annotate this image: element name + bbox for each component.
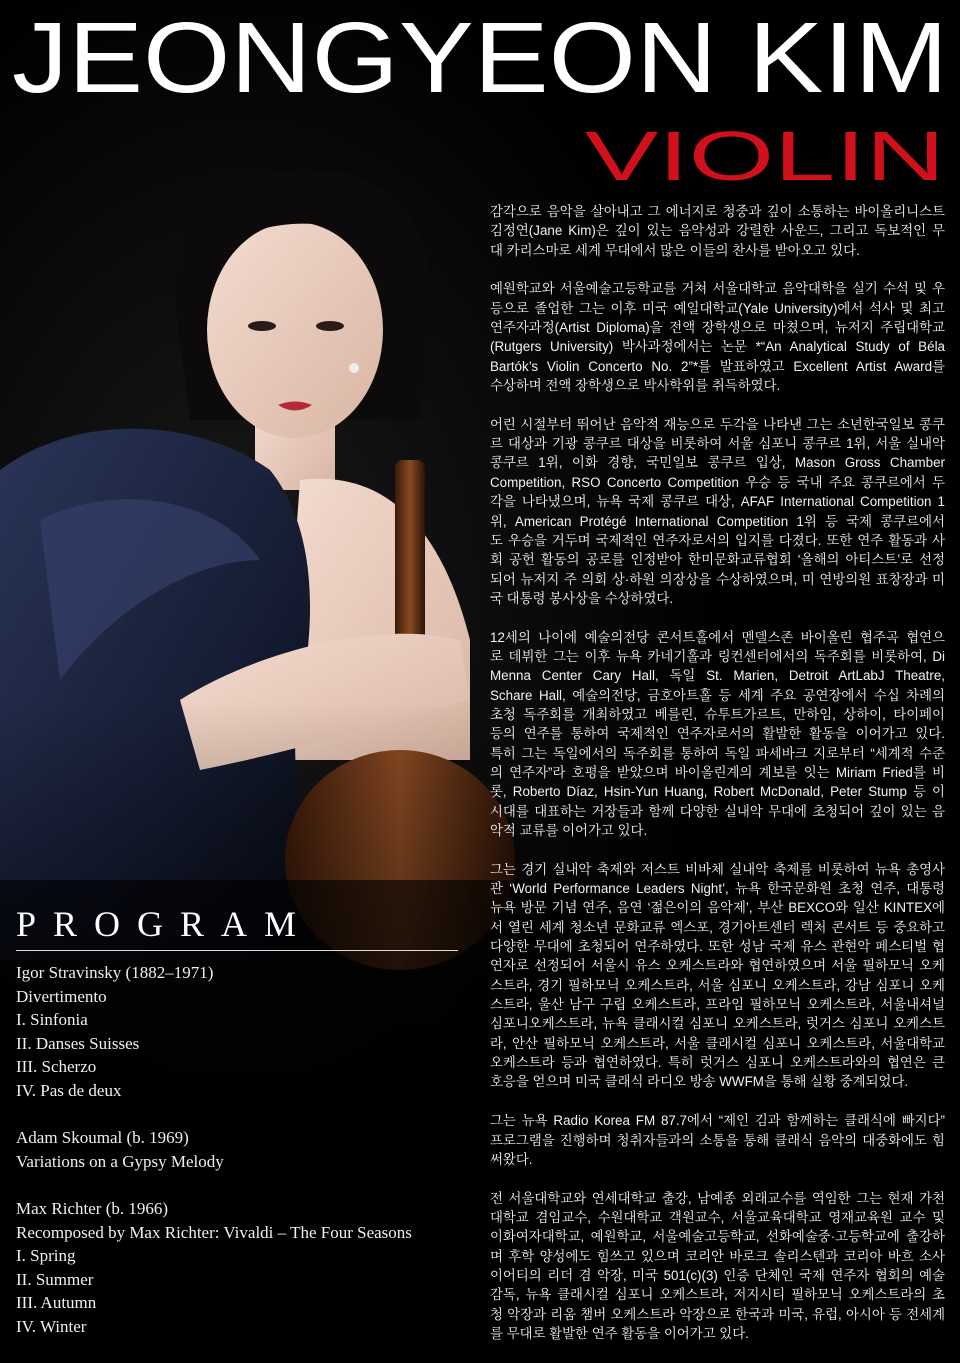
composer: Adam Skoumal (b. 1969) — [16, 1128, 189, 1148]
bio-line: 도 우승을 거두며 국제적인 연주자로서의 입지를 다졌다. 또한 연주 활동과 사 — [490, 532, 945, 548]
composer: Igor Stravinsky (1882–1971) — [16, 963, 214, 982]
bio-line: 회 공헌 활동의 공로를 인정받아 한미문화교류협회 ‘올해의 아티스트’로 선정 — [490, 552, 945, 568]
bio-line: Menna Center Cary Hall, 독일 St. Marien, Detroit ArtLabJ Theatre, — [490, 668, 945, 684]
bio-paragraph — [490, 202, 945, 260]
bio-line: 로 데뷔한 그는 이후 뉴욕 카네기홀과 링컨센터에서의 독주회를 비롯하여, Di — [490, 648, 945, 664]
composer: Max Richter (b. 1966) — [16, 1198, 169, 1218]
bio-line: (Rutgers University) 박사과정에서는 논문 *“An Analytical Study of Béla — [490, 339, 945, 355]
bio-line: 되어 뉴저지 주 의회 상·하원 의장상을 수상하였으며, 미 연방의원 표창장과 미 — [490, 571, 945, 587]
bio-line: 연주자과정(Artist Diploma)을 전액 장학생으로 마쳤으며, 뉴저지 주립대학교 — [490, 320, 945, 336]
movement: II. Danses Suisses — [16, 1033, 140, 1053]
bio-line: Competition, RSO Concerto Competition 우승 등 국내 주요 콩쿠르에서 두 — [490, 474, 945, 490]
bio-line: 다양한 무대에 초청되어 연주하였다. 또한 성남 국제 유스 관현악 페스티벌 협 — [490, 939, 945, 955]
bio-paragraph — [490, 279, 945, 395]
bio-line: 르 대상과 기광 콩쿠르 대상을 비롯하여 서울 심포니 콩쿠르 1위, 서울 실내악 — [490, 436, 945, 452]
bio-line: Schare Hall, 예술의전당, 금호아트홀 등 세계 주요 공연장에서 수십 차례의 — [490, 687, 945, 703]
bio-line: 를 무대로 활발한 연주 활동을 이어가고 있다. — [490, 1325, 749, 1341]
bio-line: 대학교 겸임교수, 수원대학교 객원교수, 서울교육대학교 영재교육원 교수 및 — [490, 1209, 945, 1225]
bio-line: 써왔다. — [490, 1151, 533, 1167]
work-title: Recomposed by Max Richter: Vivaldi – The Four Seasons — [16, 1222, 412, 1242]
movement: II. Summer — [16, 1269, 94, 1289]
bio-line: 악적 교류를 이어가고 있다. — [490, 823, 648, 838]
bio-line: 초청 독주회를 개최하였고 베를린, 슈투트가르트, 만하임, 상하이, 타이페이 — [490, 706, 945, 722]
bio-line: 특히 그는 독일에서의 독주회를 통하여 독일 파세바크 지로부터 “세계적 수준 — [490, 745, 945, 761]
bio-line: 대 카리스마로 세계 무대에서 많은 이들의 찬사를 받아오고 있다. — [490, 242, 860, 258]
bio-line: 각을 나타냈으며, 뉴욕 국제 콩쿠르 대상, AFAF International Competition 1 — [490, 494, 945, 510]
work-title: Divertimento — [16, 986, 107, 1006]
bio-line: 콩쿠르 1위, 이화 경향, 국민일보 콩쿠르 입상, Mason Gross Chamber — [490, 455, 945, 471]
bio-line: 12세의 나이에 예술의전당 콘서트홀에서 멘델스존 바이올린 협주곡 협연으 — [490, 629, 945, 645]
bio-line: 등으로 졸업한 그는 이후 미국 예일대학교(Yale University)에서 석사 및 최고 — [490, 300, 945, 316]
bio-line: 이화여자대학교, 예원학교, 서울예술고등학교, 선화예술중·고등학교에 출강하 — [490, 1229, 945, 1245]
bio-paragraph — [490, 1189, 945, 1344]
bio-line: 이어티의 리더 겸 악장, 미국 501(c)(3) 인증 단체인 국제 연주자 협회의 예술 — [490, 1267, 945, 1283]
bio-paragraph — [490, 415, 945, 608]
bio-line: 프로그램을 진행하며 청취자들과의 소통을 통해 클래식 음악의 대중화에도 힘 — [490, 1132, 945, 1148]
bio-line: 위, American Protégé International Competition 1위 등 국제 콩쿠르에서 — [490, 513, 945, 529]
bio-line: 스트라, 울산 남구 구립 오케스트라, 프라임 필하모닉 오케스트라, 서울내셔널 — [490, 997, 945, 1013]
bio-line: 등의 연주를 통하여 국제적인 연주자로서의 활발한 활동을 이어가고 있다. — [490, 726, 945, 742]
bio-line: 관 ‘World Performance Leaders Night’, 뉴욕 한국문화원 초청 연주, 대통령 — [490, 881, 945, 897]
bio-paragraph — [490, 860, 945, 1092]
biography — [490, 202, 945, 1363]
poster-title — [0, 0, 960, 200]
bio-line: 며 후학 양성에도 힘쓰고 있으며 코리안 바로크 솔리스텐과 코리아 바흐 소사 — [490, 1248, 945, 1264]
bio-line: 오케스트라 등과 협연하였다. 특히 럿거스 심포니 오케스트라와의 협연은 큰 — [490, 1055, 945, 1071]
bio-line: 심포니오케스트라, 뉴욕 클래시컬 심포니 오케스트라, 럿거스 심포니 오케스트 — [490, 1016, 945, 1032]
bio-line: 수상하며 전액 장학생으로 박사학위를 취득하였다. — [490, 378, 781, 394]
work-title: Variations on a Gypsy Melody — [16, 1151, 224, 1171]
bio-paragraph — [490, 628, 945, 841]
bio-line: 연자로 선정되어 서울시 유스 오케스트라와 협연하였으며 서울 필하모닉 오케 — [490, 958, 945, 974]
bio-line: 감독, 뉴욕 클래시컬 심포니 오케스트라, 저지시티 필하모닉 오케스트라의 초 — [490, 1287, 945, 1303]
bio-line: 청 악장과 리움 챔버 오케스트라 악장으로 한국과 미국, 유럽, 아시아 등 전세계 — [490, 1306, 945, 1322]
bio-line: 시대를 대표하는 거장들과 함께 다양한 실내악 무대에 초청되어 깊이 있는 음 — [490, 803, 945, 819]
bio-line: 예원학교와 서울예술고등학교를 거쳐 서울대학교 음악대학을 실기 수석 및 우 — [490, 281, 945, 297]
performer-name: JEONGYEON KIM — [12, 2, 948, 114]
program-heading: PROGRAM — [16, 904, 314, 944]
program-section — [16, 902, 476, 1339]
bio-line: 그는 뉴욕 Radio Korea FM 87.7에서 “제인 김과 함께하는 클래식에 빠지다” — [490, 1113, 945, 1129]
bio-line: 국 대통령 봉사상을 수상하였다. — [490, 590, 674, 606]
bio-line: Bartók’s Violin Concerto No. 2”*를 발표하였고 Excellent Artist Award를 — [490, 358, 945, 374]
bio-line: 뉴욕 방문 기념 연주, 음연 ‘젊은이의 음악제’, 부산 BEXCO와 일산 KINTEX에 — [490, 900, 945, 916]
movement: III. Autumn — [16, 1293, 97, 1313]
bio-line: 의 연주자”라 호평을 받았으며 바이올린계의 계보를 잇는 Miriam Fried를 비 — [490, 764, 945, 780]
movement: IV. Winter — [16, 1316, 87, 1336]
bio-line: 라, 안산 필하모닉 오케스트라, 서울 클래시컬 심포니 오케스트라, 서울대학교 — [490, 1035, 945, 1051]
divider — [16, 950, 458, 951]
movement: III. Scherzo — [16, 1057, 97, 1077]
movement: I. Spring — [16, 1246, 76, 1266]
program-list — [16, 961, 476, 1339]
instrument-label: VIOLIN — [585, 117, 945, 195]
bio-line: 감각으로 음악을 살아내고 그 에너지로 청중과 깊이 소통하는 바이올리니스트 — [490, 204, 945, 219]
movement: IV. Pas de deux — [16, 1080, 122, 1100]
bio-line: 스트라, 경기 필하모닉 오케스트라, 서울 심포니 오케스트라, 강남 심포니 오케 — [490, 977, 945, 993]
bio-line: 롯, Roberto Díaz, Hsin-Yun Huang, Robert McDonald, Peter Stump 등 이 — [490, 784, 945, 800]
movement: I. Sinfonia — [16, 1010, 88, 1030]
bio-line: 전 서울대학교와 연세대학교 출강, 남예종 외래교수를 역임한 그는 현재 가천 — [490, 1190, 945, 1206]
bio-paragraph — [490, 1111, 945, 1169]
bio-line: 김정연(Jane Kim)은 깊이 있는 음악성과 강렬한 사운드, 그리고 독보적인 무 — [490, 223, 945, 239]
bio-line: 어린 시절부터 뛰어난 음악적 재능으로 두각을 나타낸 그는 소년한국일보 콩쿠 — [490, 416, 945, 432]
bio-line: 그는 경기 실내악 축제와 저스트 비바체 실내악 축제를 비롯하여 뉴욕 총영사 — [490, 861, 945, 877]
bio-line: 호응을 얻으며 미국 클래식 라디오 방송 WWFM을 통해 실황 중계되었다. — [490, 1074, 909, 1090]
bio-line: 서 열린 세계 청소년 문화교류 엑스포, 경기아트센터 렉처 콘서트 등 중요하고 — [490, 919, 945, 935]
